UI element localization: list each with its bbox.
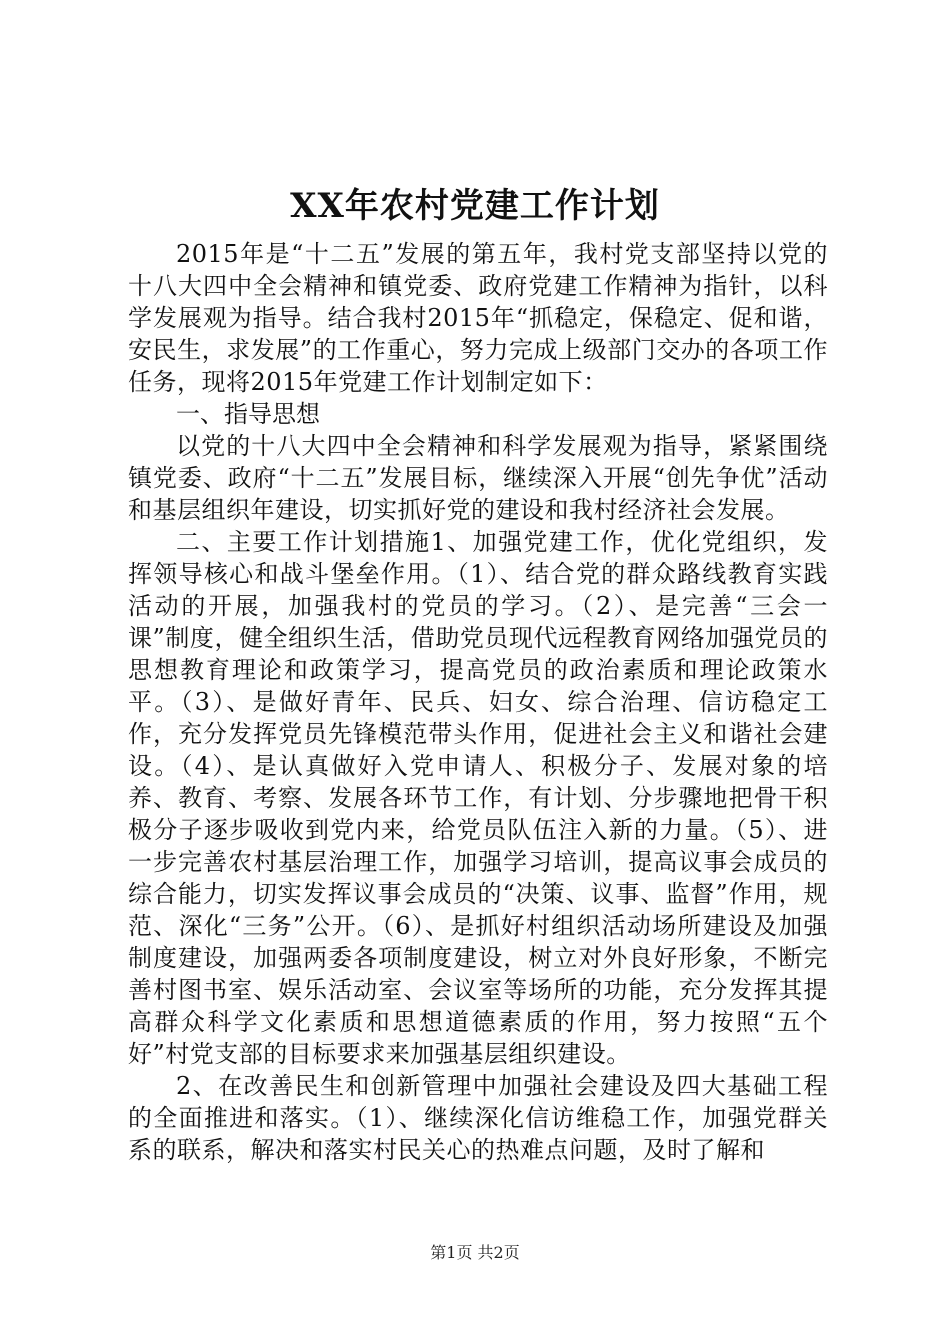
guiding-thought-paragraph: 以党的十八大四中全会精神和科学发展观为指导，紧紧围绕镇党委、政府“十二五”发展目标，继续深入开展“创先争优”活动和基层组织年建设，切实抓好党的建设和我村经济社会发展。 xyxy=(128,432,828,524)
document-body xyxy=(128,238,828,1166)
main-measures-paragraph: 二、主要工作计划措施1、加强党建工作，优化党组织，发挥领导核心和战斗堡垒作用。（1）、结合党的群众路线教育实践活动的开展，加强我村的党员的学习。（2）、是完善“三会一课”制度，健全组织生活，借助党员现代远程教育网络加强党员的思想教育理论和政策学习，提高党员的政治素质和理论政策水平。（3）、是做好青年、民兵、妇女、综合治理、信访稳定工作，充分发挥党员先锋模范带头作用，促进社会主义和谐社会建设。（4）、是认真做好入党申请人、积极分子、发展对象的培养、教育、考察、发展各环节工作，有计划、分步骤地把骨干积极分子逐步吸收到党内来，给党员队伍注入新的力量。（5）、进一步完善农村基层治理工作，加强学习培训，提高议事会成员的综合能力，切实发挥议事会成员的“决策、议事、监督”作用，规范、深化“三务”公开。（6）、是抓好村组织活动场所建设及加强制度建设，加强两委各项制度建设，树立对外良好形象，不断完善村图书室、娱乐活动室、会议室等场所的功能，充分发挥其提高群众科学文化素质和思想道德素质的作用，努力按照“五个好”村党支部的目标要求来加强基层组织建设。 xyxy=(128,528,828,1068)
page-number-footer: 第1页 共2页 xyxy=(430,1243,520,1262)
intro-paragraph: 2015年是“十二五”发展的第五年，我村党支部坚持以党的十八大四中全会精神和镇党委、政府党建工作精神为指针，以科学发展观为指导。结合我村2015年“抓稳定，保稳定、促和谐，安民生，求发展”的工作重心，努力完成上级部门交办的各项工作任务，现将2015年党建工作计划制定如下： xyxy=(128,240,828,396)
social-construction-paragraph: 2、在改善民生和创新管理中加强社会建设及四大基础工程的全面推进和落实。（1）、继续深化信访维稳工作，加强党群关系的联系，解决和落实村民关心的热难点问题，及时了解和 xyxy=(128,1072,828,1164)
section-heading-guiding-thought: 一、指导思想 xyxy=(176,400,320,428)
document-title: XX年农村党建工作计划 xyxy=(290,186,660,226)
